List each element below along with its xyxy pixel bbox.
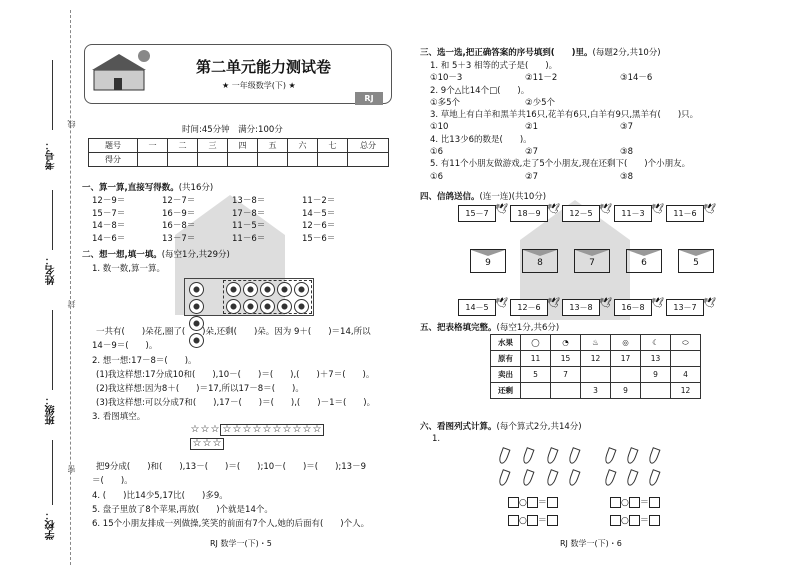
score-head: 六 bbox=[288, 139, 318, 153]
section1-grid bbox=[92, 195, 372, 245]
score-head: 七 bbox=[318, 139, 348, 153]
pigeon-icon: 🕊 bbox=[651, 204, 664, 215]
carrot-icon bbox=[648, 469, 661, 487]
pigeon-icon: 🕊 bbox=[599, 204, 612, 215]
pigeon-icon: 🕊 bbox=[599, 298, 612, 309]
section2-title: 二、想一想,填一填。 bbox=[82, 250, 162, 260]
pigeon-icon: 🕊 bbox=[547, 204, 560, 215]
section6-note: (每个算式2分,共14分) bbox=[496, 422, 582, 432]
section5-title: 五、把表格填完整。 bbox=[420, 323, 497, 333]
score-head: 二 bbox=[168, 139, 198, 153]
fruit-banana-icon: ☾ bbox=[641, 335, 671, 351]
calc-item: 12－9＝ bbox=[92, 196, 126, 206]
section2-note: (每空1分,共29分) bbox=[161, 250, 230, 260]
table-cell[interactable]: 11 bbox=[521, 351, 551, 367]
option: ①6 bbox=[430, 171, 444, 182]
school-label: 学校： bbox=[46, 510, 57, 540]
s2-q3: 3. 看图填空。 bbox=[92, 412, 146, 422]
calc-item: 12－7＝ bbox=[162, 196, 196, 206]
score-cell[interactable] bbox=[228, 153, 258, 167]
carrot-icon bbox=[522, 469, 535, 487]
s2-q1: 1. 数一数,算一算。 bbox=[92, 264, 166, 274]
s2-q2: 2. 想一想:17－8＝( )。 bbox=[92, 356, 197, 366]
table-cell[interactable] bbox=[521, 383, 551, 399]
calc-item: 13－7＝ bbox=[162, 233, 196, 244]
table-cell[interactable]: 5 bbox=[521, 367, 551, 383]
score-cell[interactable] bbox=[348, 153, 389, 167]
carrot-icon bbox=[498, 469, 511, 487]
row-label: 水果 bbox=[491, 335, 521, 351]
option: ①多5个 bbox=[430, 97, 461, 108]
name-line bbox=[52, 190, 53, 250]
s3-q5: 5. 有11个小朋友做游戏,走了5个小朋友,现在还剩下( )个小朋友。 bbox=[430, 159, 691, 170]
score-row-label: 得分 bbox=[89, 153, 138, 167]
score-head: 一 bbox=[138, 139, 168, 153]
section4-note: (连一连)(共10分) bbox=[479, 192, 547, 202]
section2-heading bbox=[82, 248, 230, 260]
pigeon-icon: 🕊 bbox=[703, 298, 716, 309]
s2-q5: 5. 盘子里放了8个苹果,再放( )个就是14个。 bbox=[92, 505, 273, 515]
s3-q3: 3. 草地上有白羊和黑羊共16只,花羊有6只,白羊有9只,黑羊有( )只。 bbox=[430, 110, 699, 121]
exam-number-label: 考号： bbox=[46, 140, 57, 170]
calc-item: 15－6＝ bbox=[302, 233, 336, 244]
score-head: 题号 bbox=[89, 139, 138, 153]
carrot-icon bbox=[648, 447, 661, 465]
page-title: 第二单元能力测试卷 bbox=[196, 58, 332, 76]
flower-icon bbox=[226, 299, 241, 314]
binding-xian: 线 bbox=[67, 120, 76, 128]
equation-row-left-2[interactable]: ○ ＝ bbox=[508, 513, 558, 526]
pigeon-card-bottom[interactable]: 13－8 bbox=[562, 299, 600, 316]
table-cell[interactable]: 3 bbox=[581, 383, 611, 399]
table-cell[interactable]: 17 bbox=[611, 351, 641, 367]
option: ②11－2 bbox=[525, 73, 558, 84]
s2-q4: 4. ( )比14少5,17比( )多9。 bbox=[92, 491, 228, 501]
pigeon-card-top[interactable]: 11－6 bbox=[666, 205, 704, 222]
pigeon-card-bottom[interactable]: 16－8 bbox=[614, 299, 652, 316]
carrot-icon bbox=[546, 469, 559, 487]
score-head: 五 bbox=[258, 139, 288, 153]
section6-title: 六、看图列式计算。 bbox=[420, 422, 497, 432]
pigeon-card-bottom[interactable]: 12－6 bbox=[510, 299, 548, 316]
score-cell[interactable] bbox=[138, 153, 168, 167]
table-cell[interactable] bbox=[551, 383, 581, 399]
pigeon-card-bottom[interactable]: 14－5 bbox=[458, 299, 496, 316]
calc-item: 12－6＝ bbox=[302, 221, 336, 231]
fruit-orange-icon: ◎ bbox=[611, 335, 641, 351]
option: ②少5个 bbox=[525, 97, 556, 108]
carrot-icon bbox=[568, 469, 581, 487]
table-cell[interactable] bbox=[581, 367, 611, 383]
section3-title: 三、选一选,把正确答案的序号填到( )里。 bbox=[420, 48, 593, 58]
calc-item: 14－5＝ bbox=[302, 208, 336, 219]
pigeon-icon: 🕊 bbox=[495, 204, 508, 215]
flower-icon bbox=[277, 299, 292, 314]
table-cell[interactable]: 7 bbox=[551, 367, 581, 383]
table-cell[interactable]: 4 bbox=[671, 367, 701, 383]
star-picture: ☆☆☆ ☆☆☆☆☆☆☆☆☆☆ ☆☆☆ bbox=[190, 424, 324, 450]
class-line bbox=[52, 310, 53, 390]
pigeon-icon: 🕊 bbox=[547, 298, 560, 309]
table-cell[interactable]: 9 bbox=[641, 367, 671, 383]
equation-row-right-2[interactable]: ○ ＝ bbox=[610, 513, 660, 526]
s2-q6: 6. 15个小朋友排成一列做操,笑笑的前面有7个人,她的后面有( )个人。 bbox=[92, 519, 370, 529]
calc-item: 11－6＝ bbox=[232, 233, 266, 244]
school-building-icon bbox=[88, 48, 154, 96]
score-cell[interactable] bbox=[168, 153, 198, 167]
score-head: 四 bbox=[228, 139, 258, 153]
option: ③14－6 bbox=[620, 73, 653, 84]
calc-item: 14－8＝ bbox=[92, 221, 126, 231]
carrot-icon bbox=[498, 447, 511, 465]
score-cell[interactable] bbox=[318, 153, 348, 167]
fruit-pear-icon: ♨ bbox=[581, 335, 611, 351]
calc-item: 16－9＝ bbox=[162, 208, 196, 219]
pigeon-card-top[interactable]: 15－7 bbox=[458, 205, 496, 222]
section1-heading bbox=[82, 181, 213, 193]
table-cell[interactable]: 15 bbox=[551, 351, 581, 367]
pigeon-card-top[interactable]: 12－5 bbox=[562, 205, 600, 222]
table-cell[interactable]: 12 bbox=[671, 383, 701, 399]
s2-q2-2: (2)我这样想:因为8＋( )＝17,所以17－8＝( )。 bbox=[96, 384, 304, 394]
class-label: 班级： bbox=[46, 395, 57, 425]
calc-item: 13－8＝ bbox=[232, 196, 266, 206]
calc-item: 11－2＝ bbox=[302, 196, 336, 206]
option: ②7 bbox=[525, 147, 539, 158]
score-cell[interactable] bbox=[258, 153, 288, 167]
score-cell[interactable] bbox=[288, 153, 318, 167]
pigeon-icon: 🕊 bbox=[703, 204, 716, 215]
flower-icon bbox=[294, 299, 309, 314]
option: ③7 bbox=[620, 122, 634, 133]
option: ③8 bbox=[620, 147, 634, 158]
option: ①10－3 bbox=[430, 73, 463, 84]
table-cell[interactable]: 9 bbox=[611, 383, 641, 399]
fruit-table bbox=[490, 334, 701, 399]
envelope[interactable]: 9 bbox=[470, 249, 506, 273]
pigeon-card-bottom[interactable]: 13－7 bbox=[666, 299, 704, 316]
s2-q3-text2: ＝( )。 bbox=[92, 476, 133, 486]
flower-icon bbox=[189, 282, 204, 297]
flower-icon bbox=[260, 299, 275, 314]
option: ③8 bbox=[620, 171, 634, 182]
school-line bbox=[52, 440, 53, 505]
envelope[interactable]: 5 bbox=[678, 249, 714, 273]
s3-q4: 4. 比13少6的数是( )。 bbox=[430, 134, 532, 145]
s2-q1-text2: 14－9＝( )。 bbox=[92, 341, 158, 351]
flower-icon bbox=[226, 282, 241, 297]
option: ①10 bbox=[430, 122, 449, 133]
score-head: 三 bbox=[198, 139, 228, 153]
section4-heading bbox=[420, 190, 546, 202]
score-head: 总分 bbox=[348, 139, 389, 153]
option: ②1 bbox=[525, 122, 539, 133]
table-cell[interactable] bbox=[611, 367, 641, 383]
row-label: 卖出 bbox=[491, 367, 521, 383]
calc-item: 15－7＝ bbox=[92, 208, 126, 219]
table-cell[interactable] bbox=[671, 351, 701, 367]
section1-note: (共16分) bbox=[178, 183, 214, 193]
s3-q2: 2. 9个△比14个□( )。 bbox=[430, 85, 530, 96]
section5-note: (每空1分,共6分) bbox=[496, 323, 560, 333]
table-cell[interactable]: 13 bbox=[641, 351, 671, 367]
fruit-peach-icon: ◔ bbox=[551, 335, 581, 351]
pigeon-icon: 🕊 bbox=[651, 298, 664, 309]
rj-badge: RJ bbox=[355, 92, 383, 105]
circled-flowers bbox=[223, 280, 312, 314]
section3-body bbox=[430, 60, 698, 183]
equation-row-left-1[interactable]: ○ ＝ bbox=[508, 495, 558, 508]
carrot-icon bbox=[626, 447, 639, 465]
fruit-apple-icon: ◯ bbox=[521, 335, 551, 351]
fruit-melon-icon: ⬭ bbox=[671, 335, 701, 351]
section4-title: 四、信鸽送信。 bbox=[420, 192, 480, 202]
option: ①6 bbox=[430, 147, 444, 158]
pigeon-card-top[interactable]: 11－3 bbox=[614, 205, 652, 222]
row-label: 还剩 bbox=[491, 383, 521, 399]
envelope[interactable]: 8 bbox=[522, 249, 558, 273]
s2-q1-text1: 一共有( )朵花,圈了( )朵,还剩( )朵。因为 9＋( )＝14,所以 bbox=[96, 327, 371, 337]
binding-feng: 封 bbox=[67, 300, 76, 308]
s2-q2-1: (1)我这样想:17分成10和( ),10－( )＝( ),( )＋7＝( )。 bbox=[96, 370, 375, 380]
section5-heading bbox=[420, 321, 559, 333]
calc-item: 11－5＝ bbox=[232, 221, 266, 231]
carrot-icon bbox=[604, 469, 617, 487]
binding-mi: 密 bbox=[67, 465, 76, 473]
carrot-icon bbox=[546, 447, 559, 465]
option: ②7 bbox=[525, 171, 539, 182]
calc-item: 17－8＝ bbox=[232, 208, 266, 219]
table-cell[interactable]: 12 bbox=[581, 351, 611, 367]
s2-q2-3: (3)我这样想:可以分成7和( ),17－( )＝( ),( )－1＝( )。 bbox=[96, 398, 376, 408]
s2-q3-text1: 把9分成( )和( ),13－( )＝( );10－( )＝( );13－9 bbox=[96, 462, 366, 472]
pigeon-icon: 🕊 bbox=[495, 298, 508, 309]
score-cell[interactable] bbox=[198, 153, 228, 167]
carrot-icon bbox=[568, 447, 581, 465]
flower-icon bbox=[260, 282, 275, 297]
time-info: 时间:45分钟 满分:100分 bbox=[182, 125, 283, 135]
page-footer-right: RJ 数学一(下)・6 bbox=[560, 539, 622, 548]
table-cell[interactable] bbox=[641, 383, 671, 399]
carrot-icon bbox=[604, 447, 617, 465]
calc-item: 16－8＝ bbox=[162, 221, 196, 231]
s6-q1: 1. bbox=[432, 434, 441, 444]
flower-icon bbox=[189, 299, 204, 314]
calc-item: 14－6＝ bbox=[92, 233, 126, 244]
carrot-group-right bbox=[604, 446, 674, 490]
s3-q1: 1. 和 5＋3 相等的式子是( )。 bbox=[430, 61, 558, 71]
exam-number-line bbox=[52, 60, 53, 130]
score-table bbox=[88, 138, 389, 167]
section3-heading bbox=[420, 46, 661, 58]
carrot-group-left bbox=[498, 446, 578, 490]
flower-picture bbox=[184, 278, 314, 316]
pigeon-card-top[interactable]: 18－9 bbox=[510, 205, 548, 222]
section1-title: 一、算一算,直接写得数。 bbox=[82, 183, 179, 193]
carrot-icon bbox=[626, 469, 639, 487]
flower-icon bbox=[243, 299, 258, 314]
flower-icon bbox=[294, 282, 309, 297]
row-label: 原有 bbox=[491, 351, 521, 367]
section3-note: (每题2分,共10分) bbox=[592, 48, 661, 58]
envelope[interactable]: 6 bbox=[626, 249, 662, 273]
carrot-icon bbox=[522, 447, 535, 465]
page-footer-left: RJ 数学一(下)・5 bbox=[210, 539, 272, 548]
section6-heading bbox=[420, 420, 582, 432]
flower-icon bbox=[243, 282, 258, 297]
flower-icon bbox=[277, 282, 292, 297]
equation-row-right-1[interactable]: ○ ＝ bbox=[610, 495, 660, 508]
name-label: 姓名： bbox=[46, 255, 57, 285]
subtitle: ★ 一年级数学(下) ★ bbox=[222, 81, 296, 90]
envelope[interactable]: 7 bbox=[574, 249, 610, 273]
